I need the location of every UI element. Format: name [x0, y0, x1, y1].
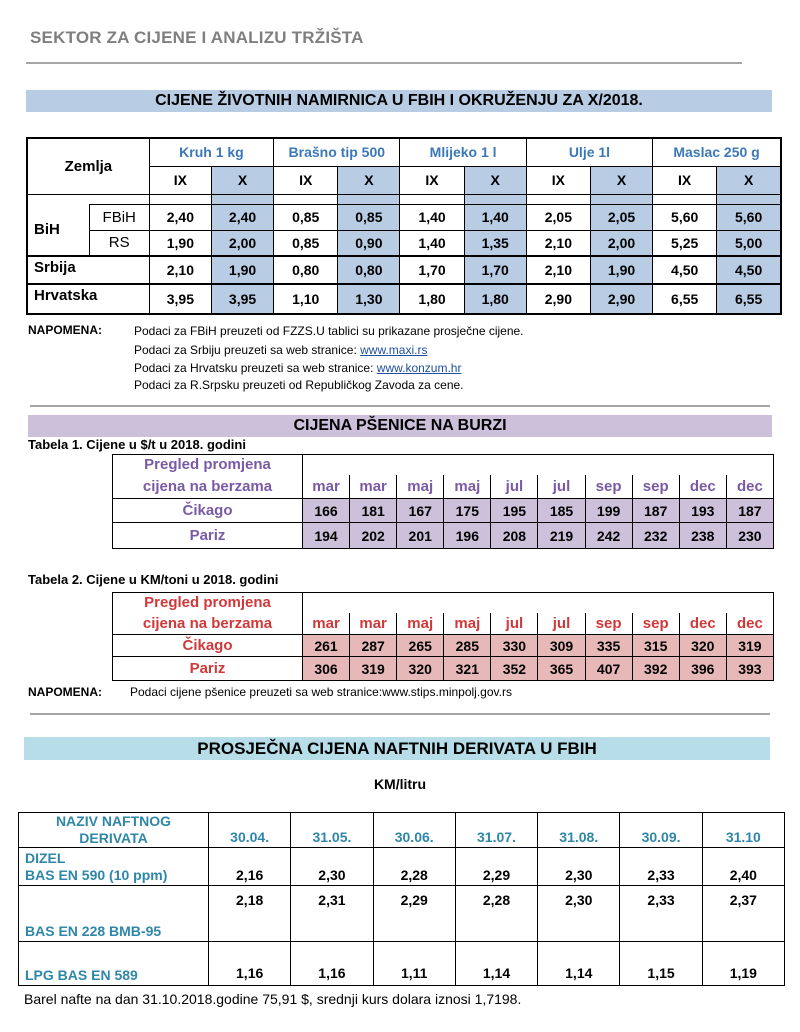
price-cell: 2,05 [526, 204, 590, 230]
month-header: X [338, 166, 400, 194]
month-header: dec [679, 475, 726, 499]
price-cell: 208 [491, 523, 538, 549]
price-cell: 407 [585, 657, 632, 681]
price-cell: 4,50 [717, 256, 781, 284]
note-line [134, 361, 461, 375]
month-header: maj [444, 475, 491, 499]
price-cell: 2,16 [209, 848, 291, 886]
price-cell: 287 [350, 635, 397, 657]
price-cell: 193 [679, 499, 726, 523]
price-cell: 1,11 [373, 942, 455, 986]
price-cell: 5,60 [717, 204, 781, 230]
section-title-wheat: CIJENA PŠENICE NA BURZI [28, 415, 772, 437]
price-cell: 2,10 [526, 230, 590, 256]
month-header: mar [350, 475, 397, 499]
food-prices-table [26, 137, 782, 315]
month-header: X [590, 166, 652, 194]
price-cell: 0,85 [274, 204, 338, 230]
table-row [27, 284, 781, 314]
entity-label: RS [89, 230, 149, 256]
note-line [134, 343, 427, 357]
product-header: Maslac 250 g [653, 138, 781, 166]
price-cell: 392 [632, 657, 679, 681]
table-row [19, 886, 785, 942]
note-line [134, 324, 524, 338]
wheat-note-text: Podaci cijene pšenice preuzeti sa web stranice:www.stips.minpolj.gov.rs [130, 685, 512, 699]
price-cell: 319 [350, 657, 397, 681]
price-cell: 219 [538, 523, 585, 549]
fuel-prices-table [18, 812, 785, 986]
price-cell: 5,60 [653, 204, 717, 230]
exchange-label: Pariz [113, 523, 303, 549]
price-cell: 4,50 [653, 256, 717, 284]
price-cell: 2,29 [455, 848, 537, 886]
month-header: jul [491, 613, 538, 635]
table2-caption: Tabela 2. Cijene u KM/toni u 2018. godini [28, 572, 279, 587]
price-cell: 195 [491, 499, 538, 523]
price-cell: 187 [726, 499, 773, 523]
wheat-km-table [112, 592, 774, 681]
country-label: Hrvatska [27, 284, 149, 314]
price-cell: 6,55 [717, 284, 781, 314]
month-header: maj [444, 613, 491, 635]
note-label: NAPOMENA: [28, 685, 102, 699]
price-cell: 321 [444, 657, 491, 681]
price-cell: 202 [350, 523, 397, 549]
price-cell: 319 [726, 635, 773, 657]
table-row [19, 848, 785, 886]
fuel-name-cell: LPG BAS EN 589 [19, 942, 209, 986]
price-cell: 1,30 [338, 284, 400, 314]
table-row [27, 204, 781, 230]
price-cell: 0,85 [338, 204, 400, 230]
table-row [113, 635, 774, 657]
date-header: 30.09. [620, 813, 702, 848]
price-cell: 1,70 [400, 256, 464, 284]
month-header: dec [679, 613, 726, 635]
product-header: Kruh 1 kg [149, 138, 273, 166]
price-cell: 1,19 [702, 942, 784, 986]
price-cell: 232 [632, 523, 679, 549]
month-header: maj [397, 475, 444, 499]
price-cell: 1,16 [291, 942, 373, 986]
price-cell: 265 [397, 635, 444, 657]
price-cell: 5,25 [653, 230, 717, 256]
price-cell: 396 [679, 657, 726, 681]
price-cell: 181 [350, 499, 397, 523]
maxi-link[interactable]: www.maxi.rs [360, 343, 428, 357]
month-header: sep [632, 613, 679, 635]
fuel-header-line1: NAZIV NAFTNOG [55, 813, 172, 829]
price-cell: 0,85 [274, 230, 338, 256]
price-cell: 2,10 [526, 256, 590, 284]
wheat-header-line2: cijena na berzama [113, 475, 303, 499]
footer-note: Barel nafte na dan 31.10.2018.godine 75,91 $, srednji kurs dolara iznosi 1,7198. [24, 991, 522, 1007]
price-cell: 167 [397, 499, 444, 523]
month-header: IX [274, 166, 338, 194]
price-cell: 261 [303, 635, 350, 657]
price-cell: 2,33 [620, 848, 702, 886]
note-text: Podaci za R.Srpsku preuzeti od Republičkog Zavoda za cene. [134, 378, 464, 392]
price-cell: 2,00 [211, 230, 273, 256]
month-header: IX [400, 166, 464, 194]
price-cell: 1,14 [455, 942, 537, 986]
exchange-label: Čikago [113, 635, 303, 657]
header-divider [26, 62, 742, 64]
table-row [113, 499, 774, 523]
price-cell: 238 [679, 523, 726, 549]
month-header: X [211, 166, 273, 194]
country-header: Zemlja [27, 138, 149, 194]
price-cell: 242 [585, 523, 632, 549]
price-cell: 5,00 [717, 230, 781, 256]
month-header: mar [350, 613, 397, 635]
month-header: mar [303, 613, 350, 635]
price-cell: 175 [444, 499, 491, 523]
wheat-header-line1: Pregled promjena [113, 455, 303, 475]
price-cell: 196 [444, 523, 491, 549]
price-cell: 2,37 [702, 886, 784, 942]
table-row [113, 523, 774, 549]
price-cell: 393 [726, 657, 773, 681]
date-header: 30.04. [209, 813, 291, 848]
note-text: Podaci za Srbiju preuzeti sa web stranice: [134, 343, 361, 357]
price-cell: 1,14 [538, 942, 620, 986]
price-cell: 3,95 [211, 284, 273, 314]
price-cell: 309 [538, 635, 585, 657]
month-header: sep [585, 613, 632, 635]
price-cell: 1,10 [274, 284, 338, 314]
price-cell: 1,15 [620, 942, 702, 986]
price-cell: 1,35 [464, 230, 526, 256]
price-cell: 230 [726, 523, 773, 549]
price-cell: 1,80 [400, 284, 464, 314]
month-header: sep [632, 475, 679, 499]
price-cell: 0,90 [338, 230, 400, 256]
table-row [27, 230, 781, 256]
country-label: BiH [27, 204, 89, 256]
price-cell: 2,10 [149, 256, 211, 284]
price-cell: 2,40 [149, 204, 211, 230]
note-label: NAPOMENA: [28, 323, 102, 337]
price-cell: 315 [632, 635, 679, 657]
price-cell: 1,40 [400, 230, 464, 256]
price-cell: 335 [585, 635, 632, 657]
price-cell: 1,90 [211, 256, 273, 284]
date-header: 31.10 [702, 813, 784, 848]
price-cell: 1,90 [149, 230, 211, 256]
price-cell: 320 [397, 657, 444, 681]
date-header: 31.07. [455, 813, 537, 848]
month-header: IX [526, 166, 590, 194]
price-cell: 2,31 [291, 886, 373, 942]
country-label: Srbija [27, 256, 149, 284]
note-text: Podaci za Hrvatsku preuzeti sa web stranice: [134, 361, 377, 375]
exchange-label: Pariz [113, 657, 303, 681]
price-cell: 2,40 [211, 204, 273, 230]
date-header: 31.08. [538, 813, 620, 848]
fuel-name-line1: DIZEL [25, 849, 66, 866]
month-header: X [464, 166, 526, 194]
price-cell: 1,80 [464, 284, 526, 314]
price-cell: 194 [303, 523, 350, 549]
table-row [19, 942, 785, 986]
price-cell: 187 [632, 499, 679, 523]
price-cell: 2,28 [455, 886, 537, 942]
price-cell: 201 [397, 523, 444, 549]
price-cell: 2,30 [538, 848, 620, 886]
price-cell: 2,00 [590, 230, 652, 256]
month-header: IX [149, 166, 211, 194]
fuel-name-line2: BAS EN 590 (10 ppm) [25, 866, 168, 883]
month-header: jul [538, 613, 585, 635]
price-cell: 306 [303, 657, 350, 681]
section-divider [30, 405, 770, 407]
entity-label: FBiH [89, 204, 149, 230]
product-header: Mlijeko 1 l [400, 138, 526, 166]
page-header-title: SEKTOR ZA CIJENE I ANALIZU TRŽIŠTA [30, 28, 364, 47]
wheat-header-line1: Pregled promjena [113, 593, 303, 613]
price-cell: 2,40 [702, 848, 784, 886]
price-cell: 1,16 [209, 942, 291, 986]
price-cell: 2,29 [373, 886, 455, 942]
product-header: Ulje 1l [526, 138, 652, 166]
price-cell: 2,18 [209, 886, 291, 942]
month-header: mar [303, 475, 350, 499]
fuel-header-line2: DERIVATA [79, 830, 148, 846]
note-line [134, 378, 464, 392]
price-cell: 0,80 [274, 256, 338, 284]
price-cell: 3,95 [149, 284, 211, 314]
price-cell: 285 [444, 635, 491, 657]
price-cell: 320 [679, 635, 726, 657]
exchange-label: Čikago [113, 499, 303, 523]
section-divider [30, 713, 770, 715]
price-cell: 1,40 [464, 204, 526, 230]
price-cell: 1,40 [400, 204, 464, 230]
fuel-name-header [19, 813, 209, 848]
month-header: dec [726, 613, 773, 635]
fuel-name-cell [19, 848, 209, 886]
price-cell: 2,33 [620, 886, 702, 942]
month-header: dec [726, 475, 773, 499]
month-header: sep [585, 475, 632, 499]
price-cell: 166 [303, 499, 350, 523]
product-header: Brašno tip 500 [274, 138, 400, 166]
price-cell: 2,30 [538, 886, 620, 942]
table-row [27, 256, 781, 284]
date-header: 30.06. [373, 813, 455, 848]
section-title-food-prices: CIJENE ŽIVOTNIH NAMIRNICA U FBIH I OKRUŽENJU ZA X/2018. [26, 90, 772, 112]
price-cell: 352 [491, 657, 538, 681]
price-cell: 2,05 [590, 204, 652, 230]
price-cell: 365 [538, 657, 585, 681]
date-header: 31.05. [291, 813, 373, 848]
month-header: IX [653, 166, 717, 194]
table-row [113, 657, 774, 681]
price-cell: 2,28 [373, 848, 455, 886]
section-title-fuel: PROSJEČNA CIJENA NAFTNIH DERIVATA U FBIH [24, 737, 770, 760]
note-text: Podaci za FBiH preuzeti od FZZS.U tablici su prikazane prosječne cijene. [134, 324, 524, 338]
fuel-unit-label: KM/litru [373, 776, 427, 792]
fuel-name-cell: BAS EN 228 BMB-95 [19, 886, 209, 942]
price-cell: 1,90 [590, 256, 652, 284]
month-header: maj [397, 613, 444, 635]
wheat-header-line2: cijena na berzama [113, 613, 303, 635]
price-cell: 199 [585, 499, 632, 523]
price-cell: 0,80 [338, 256, 400, 284]
month-header: X [717, 166, 781, 194]
price-cell: 330 [491, 635, 538, 657]
price-cell: 2,90 [590, 284, 652, 314]
price-cell: 6,55 [653, 284, 717, 314]
price-cell: 2,90 [526, 284, 590, 314]
price-cell: 1,70 [464, 256, 526, 284]
konzum-link[interactable]: www.konzum.hr [376, 361, 462, 375]
table1-caption: Tabela 1. Cijene u $/t u 2018. godini [28, 437, 246, 452]
wheat-usd-table [112, 454, 774, 549]
price-cell: 185 [538, 499, 585, 523]
month-header: jul [491, 475, 538, 499]
month-header: jul [538, 475, 585, 499]
price-cell: 2,30 [291, 848, 373, 886]
